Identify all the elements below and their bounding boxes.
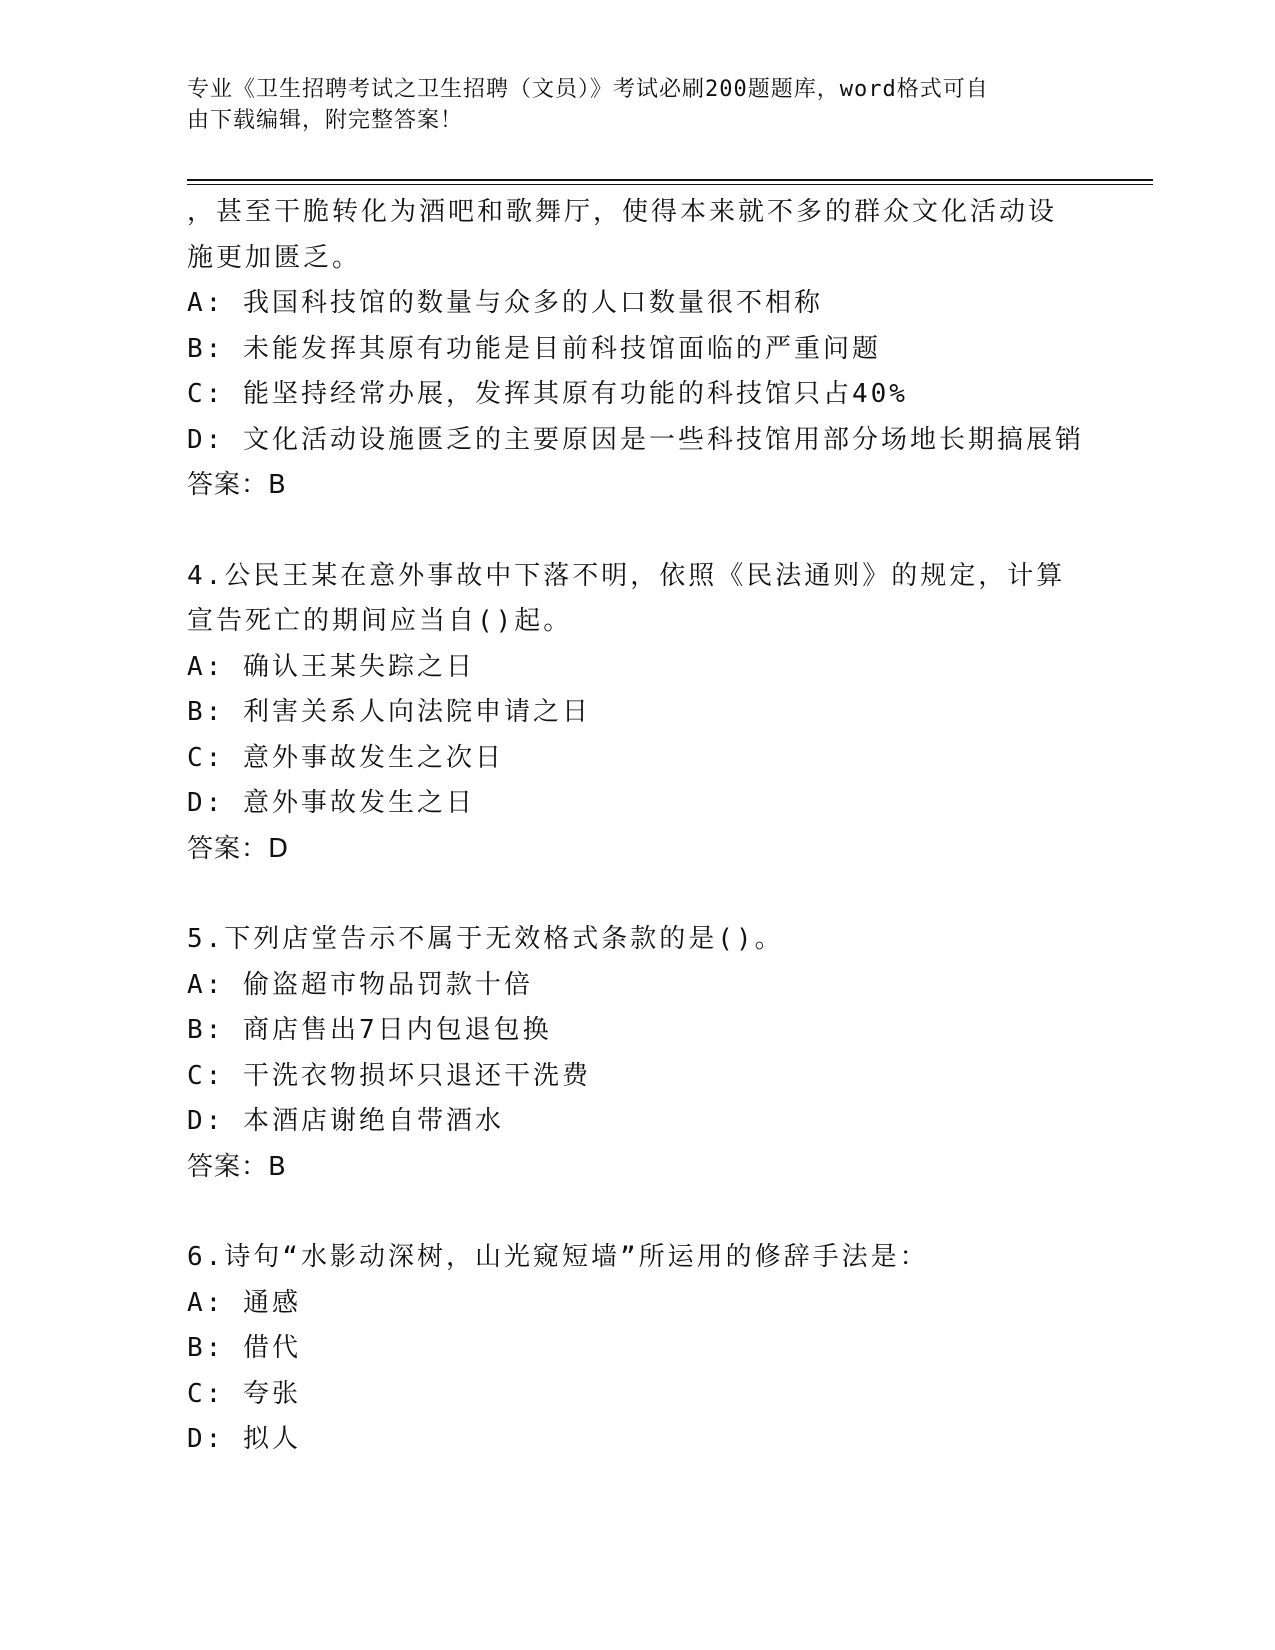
answer-line: 答案：D bbox=[187, 833, 290, 864]
option-a: A: 通感 bbox=[187, 1287, 301, 1318]
option-c: C: 能坚持经常办展，发挥其原有功能的科技馆只占40% bbox=[187, 379, 908, 409]
option-a: A: 确认王某失踪之日 bbox=[187, 651, 475, 682]
header-line-2: 由下载编辑，附完整答案！ bbox=[187, 108, 464, 133]
option-b: B: 商店售出7日内包退包换 bbox=[187, 1015, 552, 1045]
question-4 bbox=[187, 554, 1087, 873]
question-text: 宣告死亡的期间应当自()起。 bbox=[187, 606, 573, 636]
question-spacer bbox=[187, 509, 1087, 554]
option-b: B: 未能发挥其原有功能是目前科技馆面临的严重问题 bbox=[187, 333, 881, 364]
header-divider-thin bbox=[187, 184, 1153, 185]
question-list bbox=[187, 190, 1087, 1463]
option-d: D: 文化活动设施匮乏的主要原因是一些科技馆用部分场地长期搞展销 bbox=[187, 424, 1084, 455]
option-a: A: 我国科技馆的数量与众多的人口数量很不相称 bbox=[187, 288, 823, 318]
question-text: 6.诗句“水影动深树，山光窥短墙”所运用的修辞手法是： bbox=[187, 1242, 929, 1272]
question-text: 5.下列店堂告示不属于无效格式条款的是()。 bbox=[187, 924, 784, 954]
question-6 bbox=[187, 1235, 1087, 1463]
option-d: D: 意外事故发生之日 bbox=[187, 788, 475, 818]
option-c: C: 夸张 bbox=[187, 1378, 301, 1409]
answer-line: 答案：B bbox=[187, 470, 287, 500]
option-d: D: 本酒店谢绝自带酒水 bbox=[187, 1106, 504, 1136]
question-text: 4.公民王某在意外事故中下落不明，依照《民法通则》的规定，计算 bbox=[187, 560, 1066, 591]
question-text: ，甚至干脆转化为酒吧和歌舞厅，使得本来就不多的群众文化活动设 bbox=[187, 197, 1058, 227]
option-b: B: 借代 bbox=[187, 1333, 301, 1363]
question-5 bbox=[187, 917, 1087, 1190]
option-a: A: 偷盗超市物品罚款十倍 bbox=[187, 969, 533, 1000]
option-d: D: 拟人 bbox=[187, 1424, 301, 1454]
option-c: C: 干洗衣物损坏只退还干洗费 bbox=[187, 1060, 591, 1091]
answer-line: 答案：B bbox=[187, 1151, 287, 1182]
option-c: C: 意外事故发生之次日 bbox=[187, 742, 504, 773]
question-spacer bbox=[187, 872, 1087, 917]
header-line-1: 专业《卫生招聘考试之卫生招聘（文员）》考试必刷200题题库，word格式可自 bbox=[187, 77, 989, 102]
option-b: B: 利害关系人向法院申请之日 bbox=[187, 697, 591, 727]
question-3 bbox=[187, 190, 1087, 509]
document-header bbox=[187, 74, 1067, 136]
question-text: 施更加匮乏。 bbox=[187, 242, 362, 273]
header-divider-thick bbox=[187, 179, 1153, 181]
question-spacer bbox=[187, 1190, 1087, 1235]
